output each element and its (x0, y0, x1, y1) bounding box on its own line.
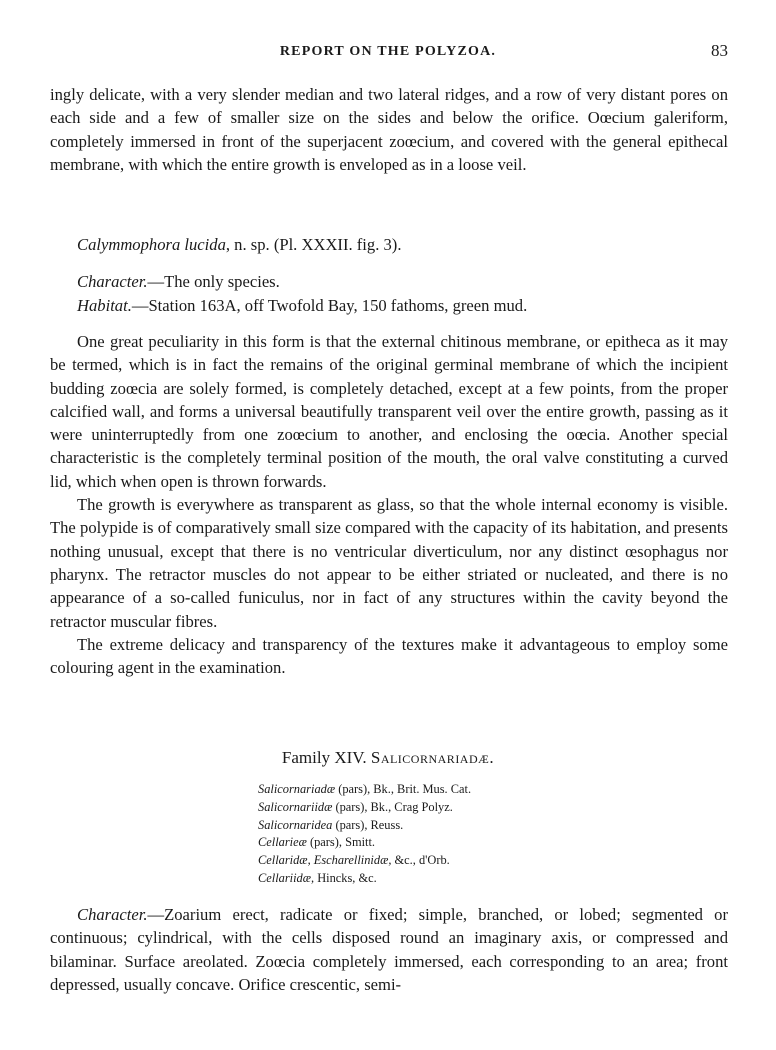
paragraph-growth: The growth is everywhere as transparent as glass, so that the whole internal economy is visible. The polypide is of comparatively small size compared with the capacity of its habitation, and presents nothing unusual, except that there is no ventricular diverticulum, nor any distinct œsophagus nor pharynx. The retractor muscles do not appear to be either striated or nucleated, and there is no appearance of a so-called funiculus, nor in fact of any structures within the cavity beyond the retractor muscular fibres. (50, 495, 728, 631)
synonym-item (258, 870, 658, 888)
synonym-item (258, 852, 658, 870)
species-habitat-label: Habitat. (77, 295, 132, 315)
species-habitat-text: —Station 163A, off Twofold Bay, 150 fathoms, green mud. (131, 295, 528, 315)
intro-paragraph-text: ingly delicate, with a very slender median and two lateral ridges, and a row of very distant pores on each side and a few of smaller size on the sides and below the orifice. Oœcium galeriform, completely immersed in front of the superjacent zoœcium, and covered with the general epithecal membrane, with which the entire growth is enveloped as in a loose veil. (50, 85, 728, 174)
family-label: Family XIV. (281, 748, 367, 767)
description-paragraphs (50, 330, 728, 679)
synonym-name: Cellaridæ, Escharellinidæ, (258, 853, 392, 868)
synonym-citation: (pars), Smitt. (306, 835, 376, 850)
running-title: REPORT ON THE POLYZOA. (279, 44, 497, 59)
species-title (50, 233, 728, 256)
synonym-citation: (pars), Bk., Crag Polyz. (332, 799, 453, 814)
synonym-list (258, 781, 658, 888)
family-name: Salicornariadæ. (370, 748, 495, 767)
family-character-body: —Zoarium erect, radicate or fixed; simple, branched, or lobed; segmented or continuous; cylindrical, with the cells disposed round an imaginary axis, or compressed and bilaminar. Surface areolated. Zoœcia completely immersed, each corresponding to an area; front depressed, usually concave. Orifice crescentic, semi- (50, 905, 728, 994)
synonym-citation: (pars), Reuss. (332, 817, 404, 832)
synonym-item (258, 834, 658, 852)
synonym-citation: (pars), Bk., Brit. Mus. Cat. (335, 782, 472, 796)
species-character-label: Character. (77, 272, 148, 292)
synonym-item (258, 817, 658, 835)
synonym-name: Cellariidæ, (258, 870, 315, 885)
synonym-name: Salicornariadæ (258, 782, 336, 796)
family-heading (0, 748, 776, 768)
synonym-citation: &c., d'Orb. (391, 853, 450, 868)
family-character-label: Character. (77, 905, 148, 924)
species-habitat (50, 294, 728, 317)
species-entry (50, 233, 728, 317)
paragraph-epitheca: One great peculiarity in this form is that the external chitinous membrane, or epitheca as it may be termed, which is in fact the remains of the original germinal membrane of which the incipient budding zoœcia are solely formed, is completely detached, except at a few points, from the proper calcified wall, and forms a universal beautifully transparent veil over the entire growth, passing as it were uninterruptedly from one zoœcium to another, and enclosing the oœcia. Another special characteristic is the completely terminal position of the mouth, the oral valve constituting a curved lid, which when open is thrown forwards. (50, 332, 728, 491)
species-character-text: —The only species. (147, 272, 280, 292)
species-plate-ref: , n. sp. (Pl. XXXII. fig. 3). (225, 235, 402, 254)
species-character (50, 270, 728, 293)
paragraph-colouring: The extreme delicacy and transparency of the textures make it advantageous to employ some colouring agent in the examination. (50, 634, 728, 678)
page-number: 83 (711, 41, 728, 60)
species-name: Calymmophora lucida (77, 235, 226, 254)
intro-paragraph (50, 83, 728, 176)
synonym-citation: Hincks, &c. (314, 870, 377, 885)
synonym-name: Salicornaridea (258, 817, 333, 832)
synonym-name: Salicornariidæ (258, 799, 333, 814)
family-character-text (50, 903, 728, 996)
synonym-name: Cellarieæ (258, 835, 307, 850)
synonym-item (258, 799, 658, 817)
synonym-item (258, 781, 658, 799)
family-character (50, 903, 728, 996)
